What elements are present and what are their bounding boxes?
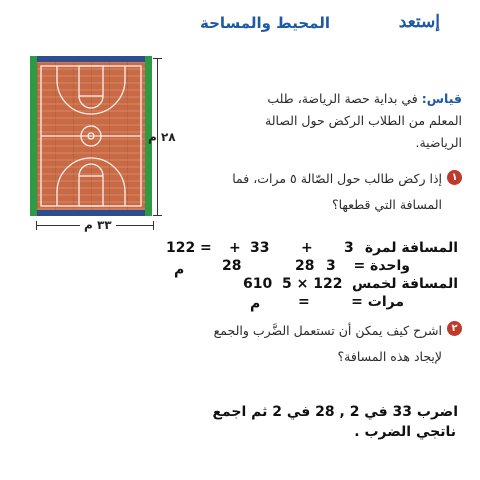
answer1-unit: م	[174, 262, 185, 278]
answer1-line2-result: 610	[243, 276, 273, 292]
answer1-plus: +	[301, 240, 313, 256]
height-dimension-cap	[153, 215, 162, 216]
answer1-line1-label-cont: واحدة =	[353, 258, 410, 274]
width-dimension-cap	[153, 221, 154, 230]
answer2-line2: ناتجي الضرب .	[354, 424, 456, 440]
basketball-court-figure	[30, 56, 152, 216]
answer1-line2-label: المسافة لخمس	[352, 276, 458, 292]
answer1-term: 33	[250, 240, 270, 256]
intro-body: في بداية حصة الرياضة، طلب المعلم من الطلاب الركض حول الصالة الرياضية.	[265, 91, 462, 150]
court-lines	[37, 62, 145, 210]
answer1-line2-expression: 5 × 122	[282, 276, 343, 292]
answer1-term: 3	[326, 258, 336, 274]
page-title: المحيط والمساحة	[199, 14, 330, 32]
answer1-line2-unit: م	[250, 296, 261, 312]
court-floor	[37, 62, 145, 210]
height-dimension-label: ٢٨ م	[148, 130, 176, 144]
section-tag: إستعد	[398, 12, 440, 32]
question-1-badge: ١	[447, 170, 462, 185]
height-dimension-cap	[153, 58, 162, 59]
answer1-term: 28	[222, 258, 242, 274]
question-2-text: اشرح كيف يمكن أن تستعمل الضَّرب والجمع لإيجاد هذه المسافة؟	[213, 323, 442, 364]
answer1-equals: =	[200, 240, 212, 256]
answer1-term: 28	[295, 258, 315, 274]
court-bottom-edge	[30, 210, 152, 216]
answer1-term: 3	[344, 240, 354, 256]
answer1-line2-equals: =	[298, 294, 310, 310]
question-2-badge: ٢	[447, 321, 462, 336]
court-left-edge	[30, 56, 37, 216]
answer1-plus: +	[229, 240, 241, 256]
answer1-total: 122	[166, 240, 196, 256]
intro-keyword: قياس:	[421, 91, 462, 106]
intro-paragraph	[232, 88, 462, 154]
answer2-line1: اضرب 33 في 2 , 28 في 2 ثم اجمع	[212, 404, 458, 420]
width-dimension-cap	[36, 221, 37, 230]
answer1-line1-label: المسافة لمرة	[364, 240, 458, 256]
answer1-line2-label-cont: مرات =	[351, 294, 404, 310]
width-dimension-label: ٣٣ م	[80, 218, 116, 232]
question-1-text: إذا ركض طالب حول الصّالة ٥ مرات، فما المسافة التي قطعها؟	[232, 171, 442, 212]
